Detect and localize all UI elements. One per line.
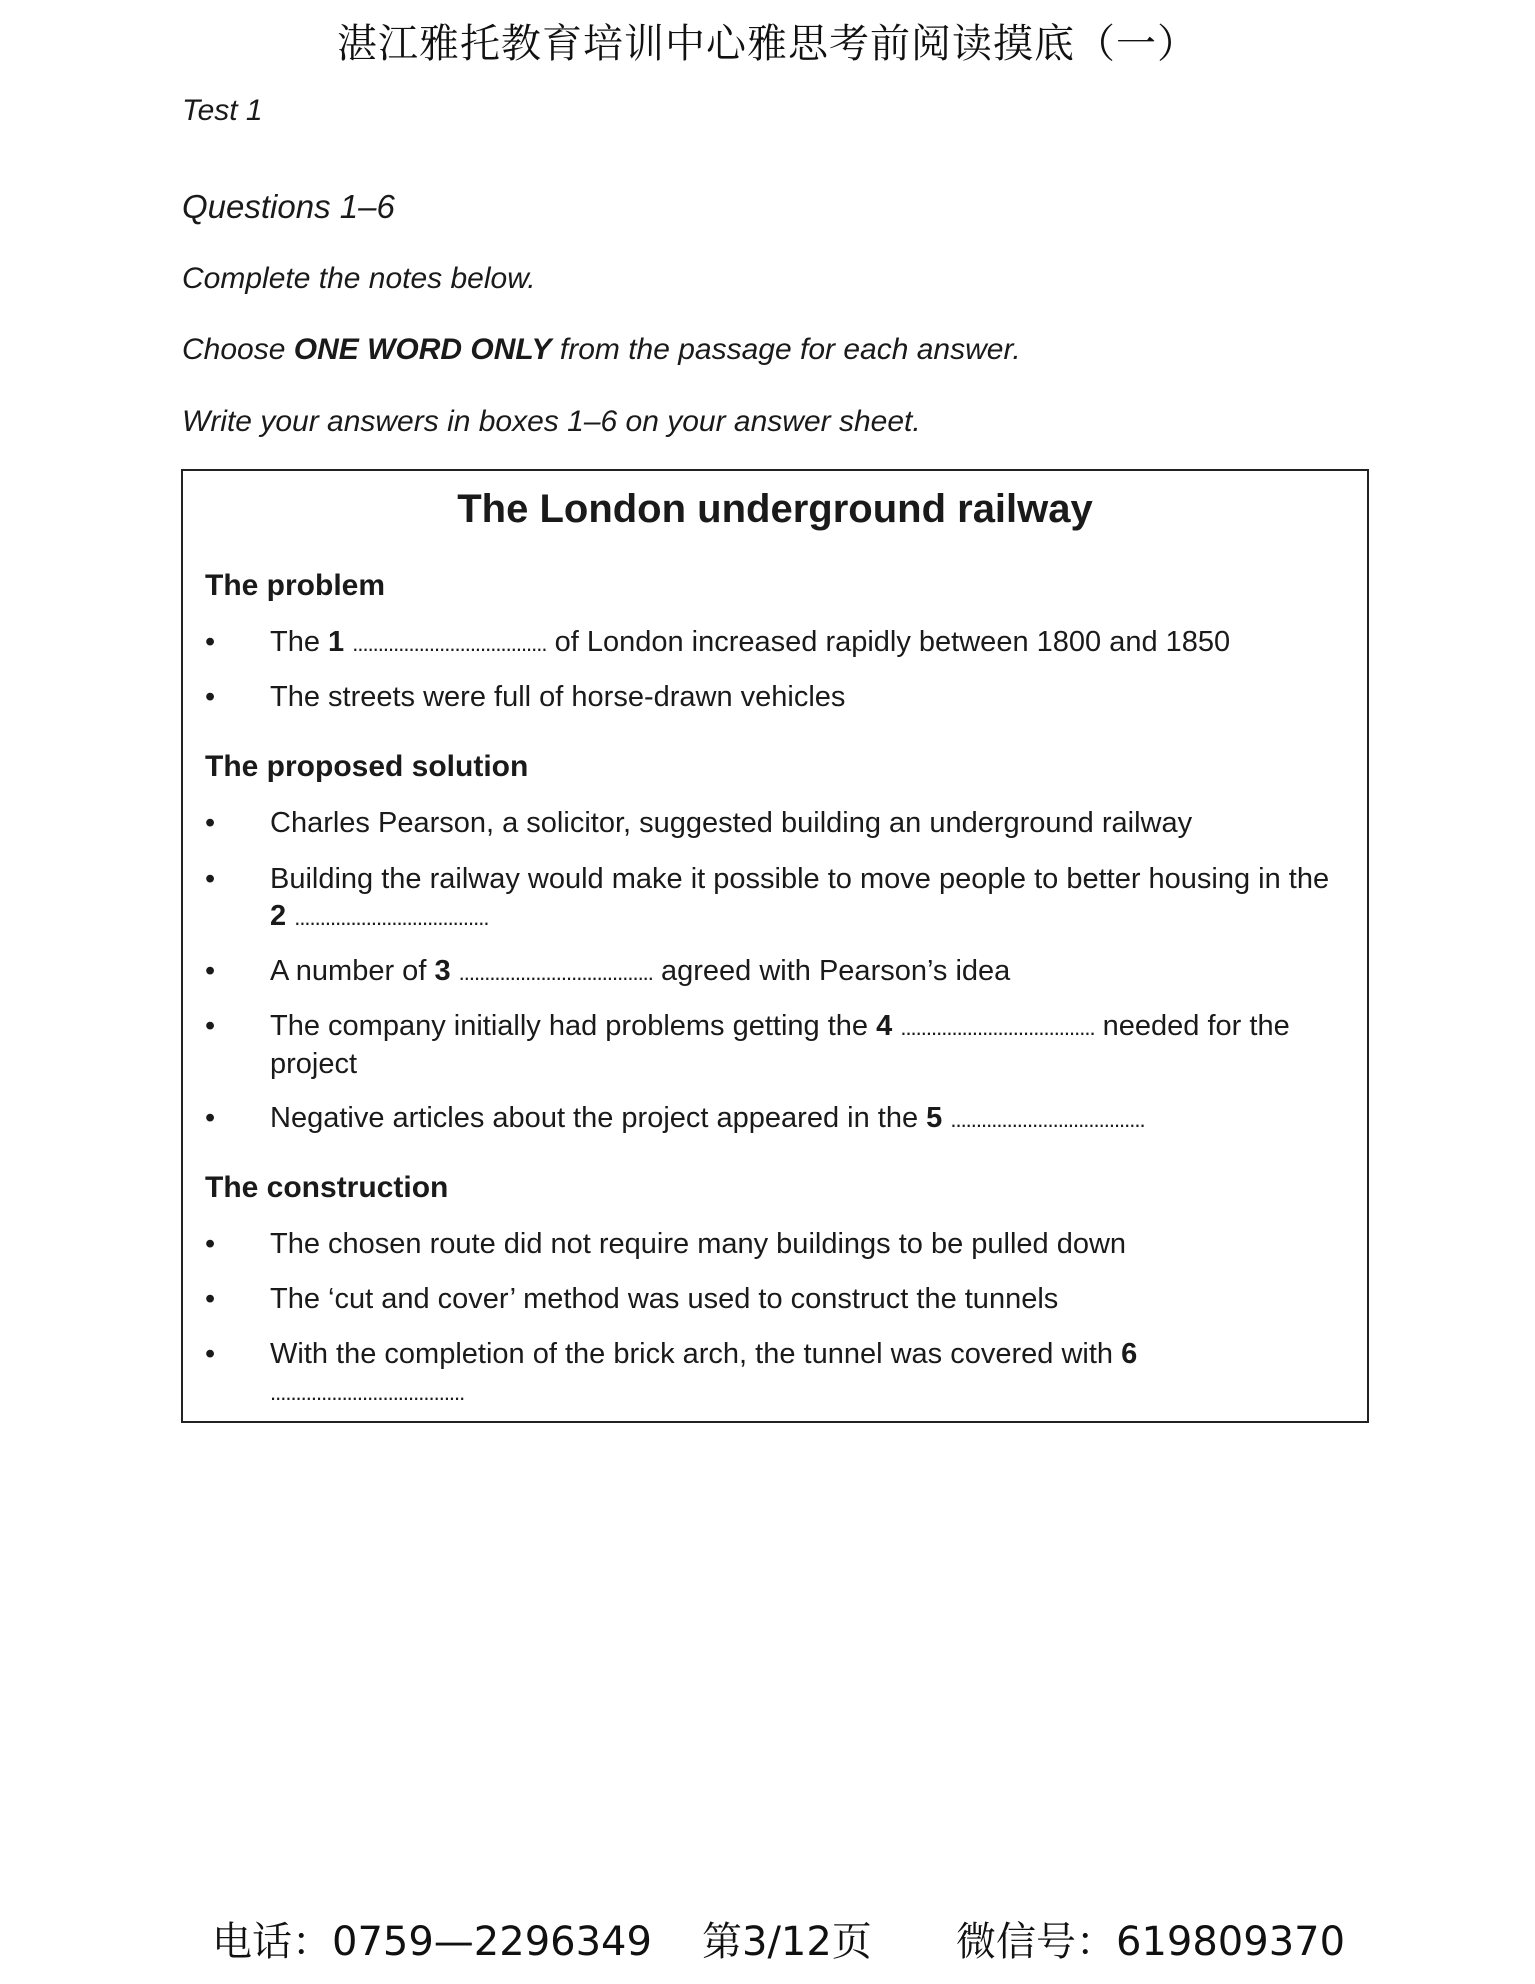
bullet-icon: • <box>205 626 216 658</box>
question-number: 2 <box>270 900 287 932</box>
answer-blank-6: ...................................... <box>270 1380 465 1405</box>
answer-blank-5: ...................................... <box>950 1107 1145 1132</box>
question-number: 4 <box>876 1010 893 1042</box>
question-number: 6 <box>1121 1338 1138 1370</box>
instruction-choose <box>182 333 1021 367</box>
question-number: 5 <box>926 1102 943 1134</box>
bullet-icon: • <box>205 955 216 987</box>
section-heading-problem: The problem <box>205 569 386 602</box>
question-number: 3 <box>434 955 451 987</box>
test-label: Test 1 <box>182 94 263 127</box>
bullet-icon: • <box>205 1283 216 1315</box>
bullet-icon: • <box>205 1102 216 1134</box>
bullet-icon: • <box>205 863 216 895</box>
footer-wechat: 微信号：619809370 <box>956 1919 1346 1965</box>
footer-phone: 电话：0759—2296349 <box>212 1919 652 1965</box>
answer-blank-4: ...................................... <box>900 1015 1095 1040</box>
answer-blank-2: ...................................... <box>294 905 489 930</box>
footer-page-number: 第3/12页 <box>702 1919 872 1965</box>
notes-title: The London underground railway <box>457 487 1093 531</box>
bullet-icon: • <box>205 807 216 839</box>
answer-blank-1: ...................................... <box>352 631 547 656</box>
notes-box: The London underground railway The problem • The 1 ...................................... of London increased rapidly between 1800 and 1850 • The streets were full of horse-drawn vehicles The proposed solution • Charles Pearson, a solicitor, suggested building an underground railway • Building the railway would make it possible to move people to better housing in the 2 ...................................... • A number of 3 ...................................... agreed with Pearson’s idea • The company initially had problems getting the 4 ...................................... needed for the project • Negative articles about the project appeared in the 5 ...................................... The construction • The chosen route did not require many buildings to be pulled down • The ‘cut and cover’ method was used to construct the tunnels • With the completion of the brick arch, the tunnel was covered with 6 ...................................... <box>181 469 1369 1423</box>
page-header-title: 湛江雅托教育培训中心雅思考前阅读摸底（一） <box>337 21 1198 67</box>
bullet-icon: • <box>205 1228 216 1260</box>
bullet-icon: • <box>205 1338 216 1370</box>
instruction-choose-pre: Choose <box>182 333 294 366</box>
bullet-icon: • <box>205 681 216 713</box>
page-footer <box>0 1910 1535 1970</box>
section-heading-construction: The construction <box>205 1171 449 1204</box>
instruction-complete-notes: Complete the notes below. <box>182 262 536 295</box>
instruction-choose-post: from the passage for each answer. <box>551 333 1021 366</box>
section-heading-proposed-solution: The proposed solution <box>205 750 529 783</box>
questions-heading: Questions 1–6 <box>182 188 395 225</box>
instruction-choose-emphasis: ONE WORD ONLY <box>293 333 552 366</box>
instruction-write-answers: Write your answers in boxes 1–6 on your answer sheet. <box>182 405 921 438</box>
answer-blank-3: ...................................... <box>458 960 653 985</box>
bullet-icon: • <box>205 1010 216 1042</box>
question-number: 1 <box>328 626 345 658</box>
